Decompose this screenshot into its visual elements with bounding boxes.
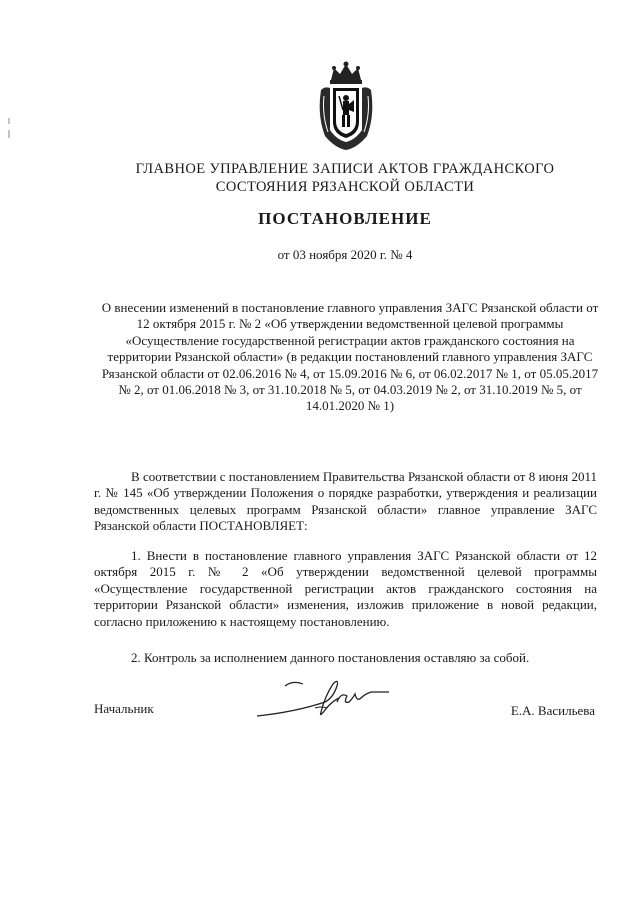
organization-name-line1: ГЛАВНОЕ УПРАВЛЕНИЕ ЗАПИСИ АКТОВ ГРАЖДАНСКОГО xyxy=(135,161,555,177)
body-paragraph-preamble: В соответствии с постановлением Правительства Рязанской области от 8 июня 2011 г. № 145 «Об утверждении Положения о порядке разработки, утверждения и реализации ведомственных целевых программ Рязанской области» главное управление ЗАГС Рязанской области ПОСТАНОВЛЯЕТ: xyxy=(94,469,597,534)
document-subject: О внесении изменений в постановление главного управления ЗАГС Рязанской области от 12 октября 2015 г. № 2 «Об утверждении ведомственной целевой программы «Осуществление государственной регистрации актов гражданского состояния на территории Рязанской области» (в редакции постановлений главного управления ЗАГС Рязанской области от 02.06.2016 № 4, от 15.09.2016 № 6, от 06.02.2017 № 1, от 05.05.2017 № 2, от 01.06.2018 № 3, от 31.10.2018 № 5, от 04.03.2019 № 2, от 31.10.2019 № 5, от 14.01.2020 № 1) xyxy=(101,300,599,414)
body-paragraph-item-1: 1. Внести в постановление главного управления ЗАГС Рязанской области от 12 октября 2015 г. № 2 «Об утверждении ведомственной целевой программы «Осуществление государственной регистрации актов гражданского состояния на территории Рязанской области» изменения, изложив приложение в новой редакции, согласно приложению к настоящему постановлению. xyxy=(94,548,597,629)
margin-marks xyxy=(8,118,12,138)
signatory-title: Начальник xyxy=(94,701,154,716)
document-date-number: от 03 ноября 2020 г. № 4 xyxy=(277,247,413,262)
handwritten-signature xyxy=(255,672,395,722)
document-type-heading: ПОСТАНОВЛЕНИЕ xyxy=(258,209,432,228)
body-paragraph-item-2: 2. Контроль за исполнением данного постановления оставляю за собой. xyxy=(131,650,530,665)
signatory-name: Е.А. Васильева xyxy=(510,703,595,718)
organization-name-line2: СОСТОЯНИЯ РЯЗАНСКОЙ ОБЛАСТИ xyxy=(215,179,475,195)
ryazan-oblast-coat-of-arms-icon xyxy=(315,60,377,152)
